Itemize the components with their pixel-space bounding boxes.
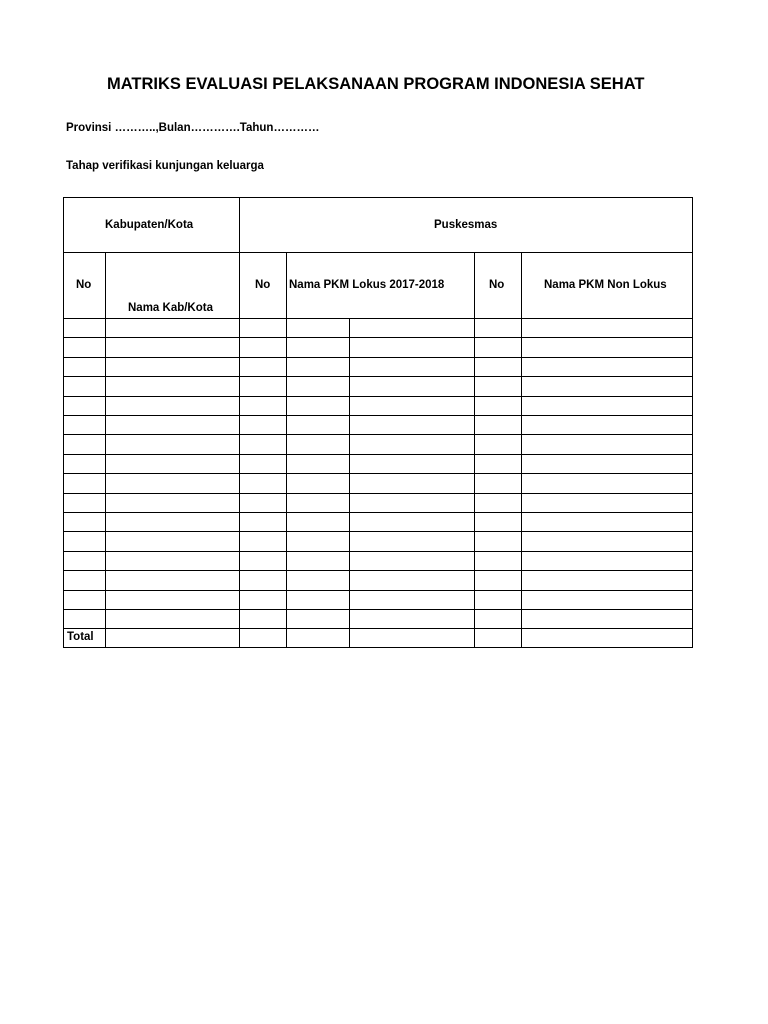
header-no-kab: No xyxy=(76,279,92,291)
divider-kab-puskesmas xyxy=(239,198,240,647)
header-bottom-line xyxy=(64,318,692,319)
table-row-line xyxy=(64,628,692,629)
table-row-line xyxy=(64,493,692,494)
province-period-line: Provinsi ………..,Bulan………….Tahun………… xyxy=(66,122,320,134)
table-row-line xyxy=(64,376,692,377)
divider-kab-no xyxy=(105,252,106,647)
header-kabupaten-kota: Kabupaten/Kota xyxy=(105,219,194,231)
table-row-line xyxy=(64,337,692,338)
document-title: MATRIKS EVALUASI PELAKSANAAN PROGRAM INDONESIA SEHAT xyxy=(107,75,645,93)
header-puskesmas: Puskesmas xyxy=(434,219,498,231)
total-label: Total xyxy=(67,631,94,643)
header-nama-kab: Nama Kab/Kota xyxy=(128,302,213,314)
table-row-line xyxy=(64,609,692,610)
table-row-line xyxy=(64,473,692,474)
table-row-line xyxy=(64,396,692,397)
header-no-nonlokus: No xyxy=(489,279,505,291)
header-nama-pkm-nonlokus: Nama PKM Non Lokus xyxy=(544,279,667,291)
table-row-line xyxy=(64,551,692,552)
evaluation-table xyxy=(63,197,693,648)
table-row-line xyxy=(64,415,692,416)
table-row-line xyxy=(64,512,692,513)
header-nama-pkm-lokus: Nama PKM Lokus 2017-2018 xyxy=(289,279,445,291)
table-row-line xyxy=(64,434,692,435)
divider-lokus-no xyxy=(286,252,287,647)
stage-line: Tahap verifikasi kunjungan keluarga xyxy=(66,160,264,172)
table-row-line xyxy=(64,570,692,571)
table-row-line xyxy=(64,590,692,591)
table-row-line xyxy=(64,454,692,455)
header-no-lokus: No xyxy=(255,279,271,291)
table-row-line xyxy=(64,531,692,532)
table-row-line xyxy=(64,357,692,358)
divider-lokus-nonlokus xyxy=(474,252,475,647)
header-group-divider xyxy=(64,252,692,253)
divider-lokus-name xyxy=(349,318,350,647)
divider-nonlokus-no xyxy=(521,252,522,647)
